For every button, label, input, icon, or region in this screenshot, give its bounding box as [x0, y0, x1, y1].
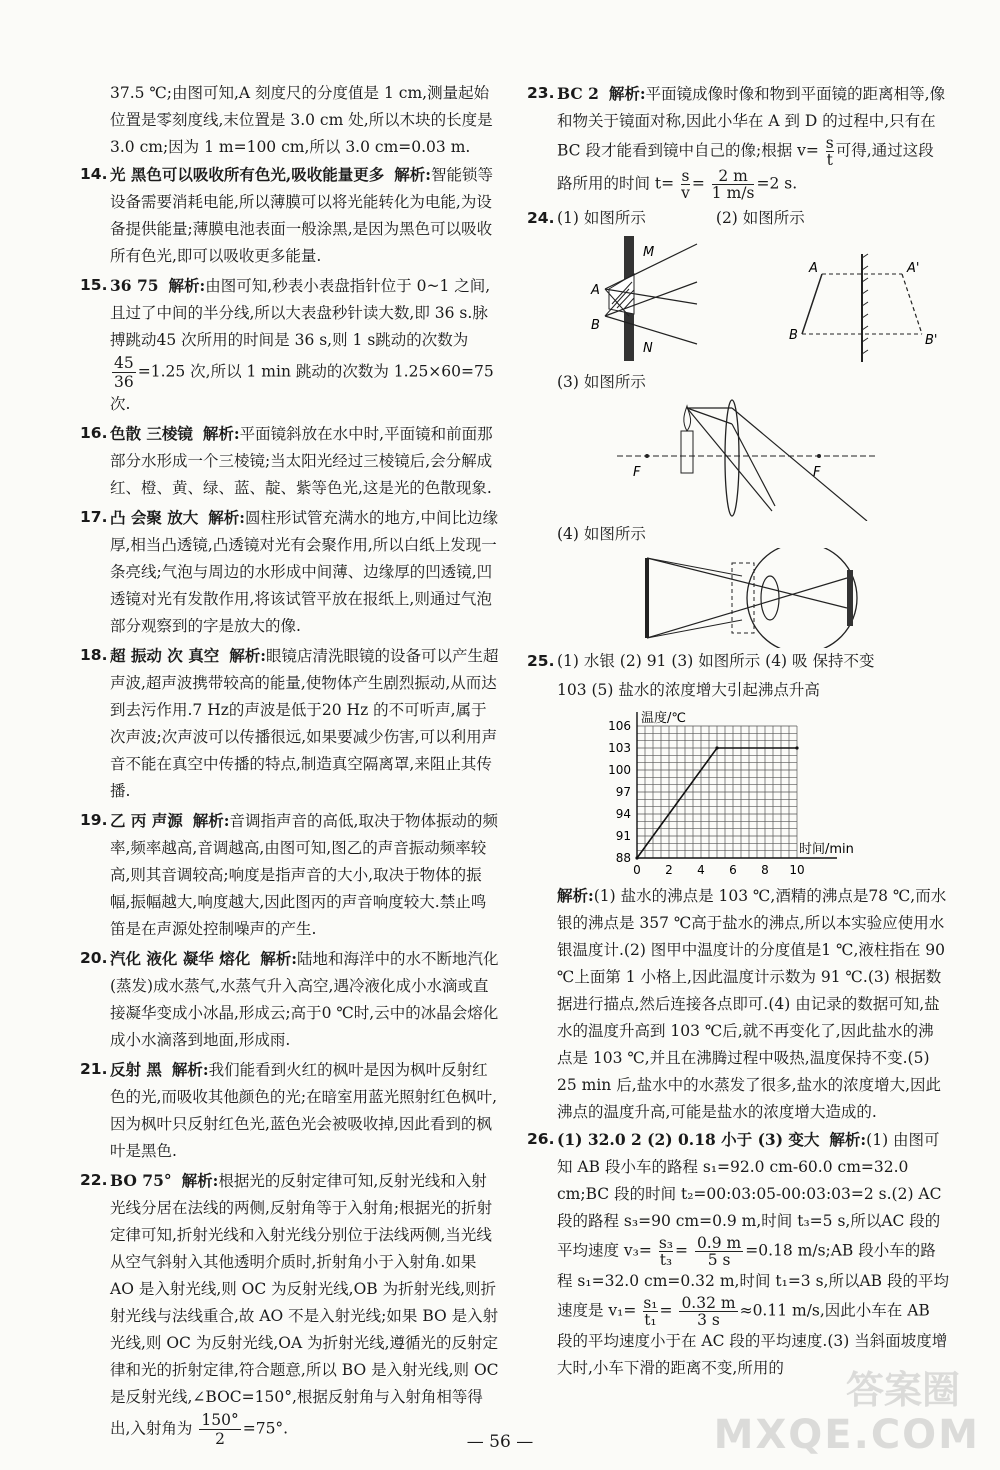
q21-explanation: 我们能看到火红的枫叶是因为枫叶反射红色的光,而吸收其他颜色的光;在暗室用蓝光照射红色枫叶,因为枫叶只反射红色光,蓝色光会被吸收掉,因此看到的枫叶是黑色. — [110, 1061, 498, 1160]
q26-frac4 — [679, 1295, 737, 1328]
q26-explanation: (1) 由图可知 AB 段小车的路程 s₁=92.0 cm-60.0 cm=32.0 cm;BC 段的时间 t₂=00:03:05-00:03:03=2 s.(2) AC段的路程 s₃=90 cm=0.9 m,时间 t₃=5 s,所以AC 段的平均速度 v₃= — [557, 1131, 942, 1260]
q16-jx-label: 解析: — [202, 424, 240, 443]
q16 — [80, 420, 500, 502]
q26-frac1-den: t₃ — [659, 1251, 673, 1269]
q15-jx-label: 解析: — [168, 276, 206, 295]
q17 — [80, 504, 500, 640]
label-b-obj: B — [789, 328, 798, 343]
q17-answer: 凸 会聚 放大 — [110, 508, 199, 527]
label-b-img: B' — [925, 333, 938, 348]
q25-explanation: (1) 盐水的沸点是 103 ℃,酒精的沸点是78 ℃,而水银的沸点是 357 ℃高于盐水的沸点,所以本实验应使用水银温度计.(2) 图甲中温度计的分度值是1 ℃,液柱指在 90 ℃上面第 1 小格上,因此温度计示数为 91 ℃.(3) 根据数据进行描点,然后连接各点即可.(4) 由记录的数据可知,盐水的温度升高到 103 ℃后,就不再变化了,因此盐水的沸点是 103 ℃,并且在沸腾过程中吸热,温度保持不变.(5) 25 min 后,盐水中的水蒸发了很多,盐水的浓度增大,因此沸点的温度升高,可能是盐水的浓度增大造成的. — [557, 887, 947, 1121]
q26-frac1 — [659, 1235, 673, 1268]
q22-frac-num: 150° — [201, 1411, 239, 1429]
object-ab — [802, 274, 822, 334]
q23-frac2-den: v — [681, 184, 690, 202]
image-ab — [902, 274, 922, 334]
q23-mid: 可得,通过这段路所用的时间 t= — [557, 141, 934, 193]
q25-jx-label: 解析: — [557, 886, 594, 905]
q23-frac1-num: s — [825, 134, 834, 152]
watermark: MXQE.COM — [713, 1412, 980, 1458]
q19-number: 19. — [80, 811, 108, 829]
q24-fig1 — [590, 236, 697, 361]
q24-row1-labels — [557, 205, 949, 232]
y-tick-label: 106 — [608, 719, 631, 733]
q15-answer: 36 75 — [110, 276, 159, 295]
retina — [847, 570, 853, 626]
q23-frac3 — [712, 168, 755, 201]
eyeball — [747, 548, 857, 648]
right-column — [527, 80, 949, 1384]
q14-number: 14. — [80, 165, 108, 183]
q21-answer: 反射 黑 — [110, 1060, 162, 1079]
q18-explanation: 眼镜店清洗眼镜的设备可以产生超声波,超声波携带较高的能量,使物体产生剧烈振动,从而达到去污作用.7 Hz的声波是低于20 Hz 的不可听声,属于次声波;次声波可以传播很远,如果要减少伤害,可以利用声音不能在真空中传播的特点,制造真空隔离罩,来阻止其传播. — [110, 647, 499, 800]
q15-frac-den: 36 — [114, 373, 134, 391]
focus-right-label: F — [813, 465, 821, 480]
x-tick-label: 6 — [729, 863, 737, 877]
q23 — [527, 80, 949, 201]
q24-part2-label: (2) 如图所示 — [715, 209, 805, 227]
q26 — [527, 1126, 949, 1382]
q15-fraction — [112, 354, 136, 391]
y-tick-label: 97 — [615, 785, 631, 799]
q19 — [80, 807, 500, 943]
q17-explanation: 圆柱形试管充满水的地方,中间比边缘厚,相当凸透镜,凸透镜对光有会聚作用,所以白纸上发现一条亮线;气泡与周边的水形成中间薄、边缘厚的凹透镜,凹透镜对光有发散作用,将该试管平放在报纸上,则通过气泡部分观察到的字是放大的像. — [110, 509, 498, 635]
q26-eq1: = — [675, 1241, 688, 1260]
q18-number: 18. — [80, 646, 108, 664]
q20-explanation: 陆地和海洋中的水不断地汽化(蒸发)成水蒸气,水蒸气升入高空,遇冷液化成小水滴或直接凝华变成小冰晶,形成云;高于0 ℃时,云中的冰晶会熔化成小水滴落到地面,形成雨. — [110, 950, 499, 1049]
q14-explanation: 智能锁等设备需要消耗电能,所以薄膜可以将光能转化为电能,为设备提供能量;薄膜电池表面一般涂黑,是因为黑色可以吸收所有色光,即可以吸收更多能量. — [110, 166, 494, 265]
q23-explanation: 平面镜成像时像和物到平面镜的距离相等,像和物关于镜面对称,因此小华在 A 到 D 的过程中,只有在 BC 段才能看到镜中自己的像;根据 v= — [557, 85, 946, 160]
q14 — [80, 161, 500, 270]
q22-explanation-2: =75°. — [242, 1419, 289, 1438]
q22-jx-label: 解析: — [181, 1171, 219, 1190]
label-m: M — [643, 245, 655, 260]
q26-eq2: = — [659, 1301, 673, 1320]
y-axis-label: 温度/℃ — [641, 711, 686, 726]
q23-answer: BC 2 — [557, 84, 599, 103]
q22 — [80, 1167, 500, 1448]
q26-frac3-den: t₁ — [644, 1311, 657, 1329]
q26-frac2-den: 5 s — [707, 1251, 731, 1269]
q23-frac2 — [681, 168, 690, 201]
data-point — [715, 746, 718, 749]
q26-explanation-3: ≈0.11 m/s,因此小车在 AB 段的平均速度小于在 AC 段的平均速度.(3) 当斜面坡度增大时,小车下滑的距离不变,所用的 — [557, 1301, 948, 1377]
q17-jx-label: 解析: — [208, 508, 246, 527]
q26-frac2-num: 0.9 m — [696, 1234, 742, 1252]
q14-answer: 光 黑色可以吸收所有色光,吸收能量更多 — [110, 165, 385, 184]
focus-left-label: F — [633, 465, 641, 480]
q23-number: 23. — [527, 84, 555, 102]
x-tick-label: 10 — [789, 863, 805, 877]
q18-jx-label: 解析: — [229, 646, 266, 665]
q23-eq: = — [691, 174, 705, 193]
label-n: N — [643, 341, 653, 356]
x-axis-label: 时间/min — [799, 842, 854, 857]
q15 — [80, 272, 500, 418]
x-tick-label: 8 — [761, 863, 769, 877]
q20-jx-label: 解析: — [260, 949, 297, 968]
q26-frac2 — [695, 1235, 743, 1268]
q25-answer-line1: (1) 水银 (2) 91 (3) 如图所示 (4) 吸 保持不变 — [557, 652, 875, 670]
convex-lens — [725, 400, 739, 516]
q23-frac1 — [826, 135, 834, 168]
q16-number: 16. — [80, 424, 108, 442]
q17-number: 17. — [80, 508, 108, 526]
q26-answer: (1) 32.0 2 (2) 0.18 小于 (3) 变大 — [557, 1130, 820, 1149]
label-a-obj: A — [809, 261, 818, 276]
y-tick-label: 91 — [615, 829, 631, 843]
q24-fig4 — [557, 548, 957, 648]
ray-b-out — [605, 316, 697, 344]
q23-end: =2 s. — [756, 174, 798, 193]
q20-number: 20. — [80, 949, 108, 967]
q24-figures-1-2 — [557, 234, 957, 369]
refracted-ray-1 — [732, 408, 867, 521]
q16-explanation: 平面镜斜放在水中时,平面镜和前面那部分水形成一个三棱镜;当太阳光经过三棱镜后,会分解成红、橙、黄、绿、蓝、靛、紫等色光,这是光的色散现象. — [110, 425, 493, 497]
q15-number: 15. — [80, 276, 108, 294]
q24-fig3 — [557, 396, 957, 521]
q25-explanation-block — [527, 882, 949, 1126]
q25-number: 25. — [527, 652, 555, 670]
q15-frac-num: 45 — [114, 354, 134, 372]
q20 — [80, 945, 500, 1054]
q26-number: 26. — [527, 1130, 555, 1148]
x-tick-label: 2 — [665, 863, 673, 877]
q23-frac3-den: 1 m/s — [711, 184, 755, 202]
q19-answer: 乙 丙 声源 — [110, 811, 183, 830]
y-tick-label: 100 — [608, 763, 631, 777]
boiling-chart — [597, 704, 897, 882]
candle — [681, 431, 693, 473]
q22-number: 22. — [80, 1171, 108, 1189]
q26-frac4-den: 3 s — [697, 1311, 720, 1329]
q24-number: 24. — [527, 209, 555, 227]
q16-answer: 色散 三棱镜 — [110, 424, 193, 443]
y-tick-label: 94 — [615, 807, 631, 821]
q13-continued: 37.5 ℃;由图可知,A 刻度尺的分度值是 1 cm,测量起始位置是零刻度线,末位置是 3.0 cm 处,所以木块的长度是3.0 cm;因为 1 m=100 cm,所以 3.0 cm=0.03 m. — [110, 84, 493, 156]
concave-lens — [732, 563, 754, 633]
q24-fig2 — [789, 254, 938, 362]
q23-frac2-num: s — [681, 167, 690, 185]
flame — [684, 406, 691, 431]
q24-part4-label: (4) 如图所示 — [557, 525, 646, 543]
watermark-logo: 答案圈 — [845, 1368, 960, 1412]
q18 — [80, 642, 500, 805]
q23-jx-label: 解析: — [608, 84, 646, 103]
q15-explanation: 由图可知,秒表小表盘指针位于 0~1 之间,且过了中间的半分线,所以大表盘秒针读大数,即 36 s.脉搏跳动45 次所用的时间是 36 s,则 1 s跳动的次数为 — [110, 277, 491, 349]
q22-explanation: 根据光的反射定律可知,反射光线和入射光线分居在法线的两侧,反射角等于入射角;根据光的折射定律可知,折射光线和入射光线分别位于法线两侧,当光线从空气斜射入其他透明介质时,折射角小于入射角.如果 AO 是入射光线,则 OC 为反射光线,OB 为折射光线,则折射光线与法线重合,故 AO 不是入射光线;如果 BO 是入射光线,则 OC 为反射光线,OA 为折射光线,遵循光的反射定律和光的折射定律,符合题意,所以 BO 是入射光线,则 OC 是反射光线,∠BOC=150°,根据反射角与入射角相等得出,入射角为 — [110, 1172, 499, 1438]
q26-frac3-num: s₁ — [643, 1294, 658, 1312]
q26-frac1-num: s₃ — [658, 1234, 673, 1252]
page-number: — 56 — — [466, 1432, 534, 1452]
label-b: B — [591, 318, 600, 333]
q19-explanation: 音调指声音的高低,取决于物体振动的频率,频率越高,音调越高,由图可知,图乙的声音振动频率较高,则其音调较高;响度是指声音的大小,取决于物体的振幅,振幅越大,响度越大,因此图丙的声音响度较大.禁止鸣笛是在声源处控制噪声的产生. — [110, 812, 498, 938]
q15-explanation-2: =1.25 次,所以 1 min 跳动的次数为 1.25×60=75 次. — [110, 362, 494, 413]
x-tick-label: 4 — [697, 863, 705, 877]
q21-number: 21. — [80, 1060, 108, 1078]
q23-frac3-num: 2 m — [712, 168, 755, 185]
label-a-img: A' — [907, 261, 920, 276]
q20-answer: 汽化 液化 凝华 熔化 — [110, 949, 251, 968]
q19-jx-label: 解析: — [192, 811, 230, 830]
q14-jx-label: 解析: — [394, 165, 432, 184]
x-tick-label: 0 — [633, 863, 641, 877]
q21 — [80, 1056, 500, 1165]
q23-frac1-den: t — [826, 151, 833, 169]
q26-jx-label: 解析: — [829, 1130, 867, 1149]
q18-answer: 超 振动 次 真空 — [110, 646, 220, 665]
q24-part3-label: (3) 如图所示 — [557, 373, 646, 391]
left-column — [80, 80, 500, 1450]
q26-frac3 — [643, 1295, 657, 1328]
q22-answer: BO 75° — [110, 1171, 172, 1190]
q25-answer-line2: 103 (5) 盐水的浓度增大引起沸点升高 — [557, 681, 820, 699]
q24 — [527, 205, 949, 232]
q26-explanation-2: =0.18 m/s;AB 段小车的路程 s₁=32.0 cm=0.32 m,时间 t₁=3 s,所以AB 段的平均速度是 v₁= — [557, 1241, 949, 1320]
q21-jx-label: 解析: — [171, 1060, 209, 1079]
q26-frac4-num: 0.32 m — [681, 1294, 736, 1312]
data-point — [795, 746, 798, 749]
q24-part1-label: (1) 如图所示 — [557, 209, 646, 227]
q22-frac-den: 2 — [215, 1430, 225, 1448]
eye-lens — [761, 576, 779, 620]
y-tick-label: 88 — [615, 851, 631, 865]
q25 — [527, 648, 949, 675]
data-point — [635, 856, 638, 859]
label-a: A — [591, 283, 600, 298]
y-tick-label: 103 — [608, 741, 631, 755]
